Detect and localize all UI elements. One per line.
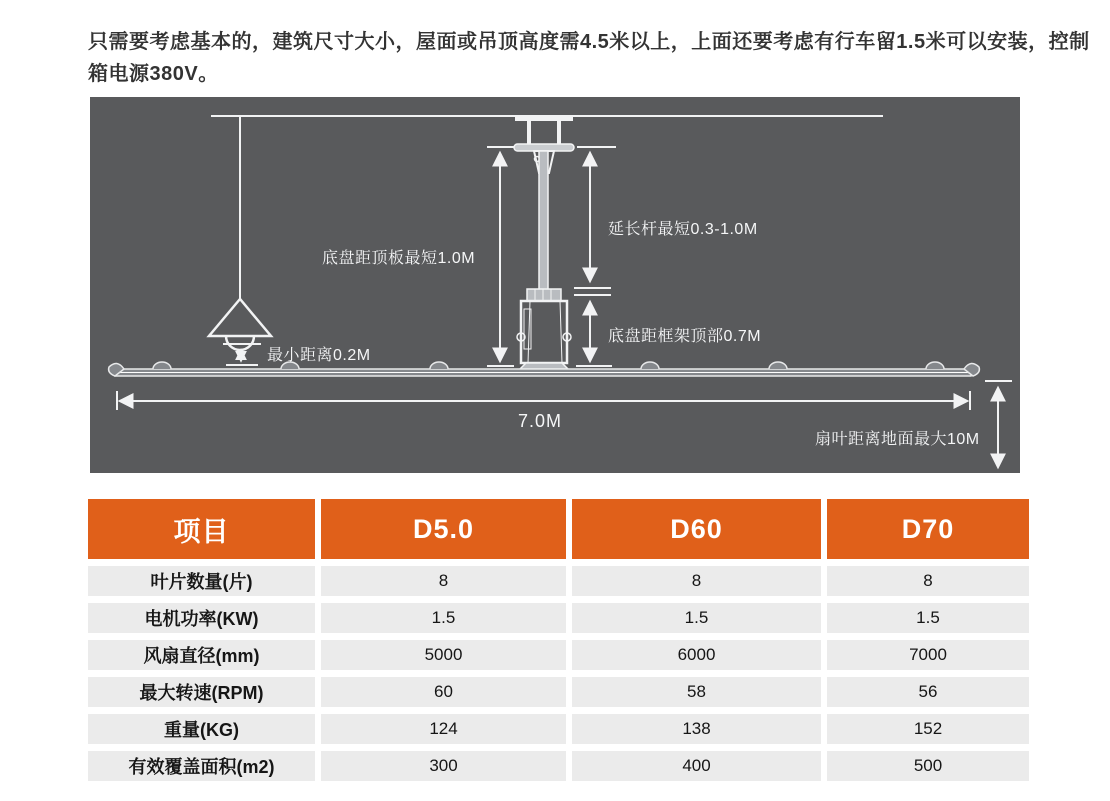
table-cell: 500 bbox=[827, 751, 1029, 781]
table-cell: 138 bbox=[572, 714, 821, 744]
table-cell: 1.5 bbox=[572, 603, 821, 633]
table-cell: 1.5 bbox=[827, 603, 1029, 633]
row-label-fan-diameter: 风扇直径(mm) bbox=[88, 640, 315, 670]
row-label-coverage-area: 有效覆盖面积(m2) bbox=[88, 751, 315, 781]
table-header-d70: D70 bbox=[827, 499, 1029, 559]
table-header-item: 项目 bbox=[88, 499, 315, 559]
label-extension-rod: 延长杆最短0.3-1.0M bbox=[608, 221, 758, 238]
spec-table bbox=[88, 499, 1029, 781]
label-min-distance: 最小距离0.2M bbox=[267, 347, 371, 364]
table-cell: 58 bbox=[572, 677, 821, 707]
fan-installation-diagram bbox=[90, 97, 1020, 473]
extension-rod bbox=[539, 151, 548, 293]
table-cell: 400 bbox=[572, 751, 821, 781]
row-label-weight: 重量(KG) bbox=[88, 714, 315, 744]
table-cell: 8 bbox=[572, 566, 821, 596]
row-label-blade-count: 叶片数量(片) bbox=[88, 566, 315, 596]
intro-text: 只需要考虑基本的，建筑尺寸大小，屋面或吊顶高度需4.5米以上，上面还要考虑有行车留1.5米可以安装，控制箱电源380V。 bbox=[88, 31, 1090, 85]
table-cell: 56 bbox=[827, 677, 1029, 707]
table-cell: 5000 bbox=[321, 640, 566, 670]
label-chassis-to-ceiling: 底盘距顶板最短1.0M bbox=[322, 250, 476, 267]
dim-arrow-chassis-to-ceiling bbox=[487, 147, 514, 366]
table-header-d50: D5.0 bbox=[321, 499, 566, 559]
label-blade-to-ground: 扇叶距离地面最大10M bbox=[815, 431, 980, 448]
row-label-motor-power: 电机功率(KW) bbox=[88, 603, 315, 633]
label-chassis-to-frame-top: 底盘距框架顶部0.7M bbox=[608, 328, 762, 345]
row-label-max-speed: 最大转速(RPM) bbox=[88, 677, 315, 707]
dim-arrow-fan-diameter bbox=[117, 391, 970, 410]
table-cell: 7000 bbox=[827, 640, 1029, 670]
table-cell: 300 bbox=[321, 751, 566, 781]
table-cell: 60 bbox=[321, 677, 566, 707]
dim-arrow-chassis-to-frame bbox=[576, 302, 612, 366]
motor-body bbox=[517, 289, 571, 369]
table-cell: 6000 bbox=[572, 640, 821, 670]
dim-arrow-blade-to-ground bbox=[985, 381, 1012, 467]
table-cell: 8 bbox=[827, 566, 1029, 596]
table-cell: 124 bbox=[321, 714, 566, 744]
table-header-d60: D60 bbox=[572, 499, 821, 559]
table-cell: 1.5 bbox=[321, 603, 566, 633]
hanging-lamp-icon bbox=[209, 117, 271, 365]
table-cell: 8 bbox=[321, 566, 566, 596]
label-fan-diameter: 7.0M bbox=[518, 411, 563, 431]
table-cell: 152 bbox=[827, 714, 1029, 744]
